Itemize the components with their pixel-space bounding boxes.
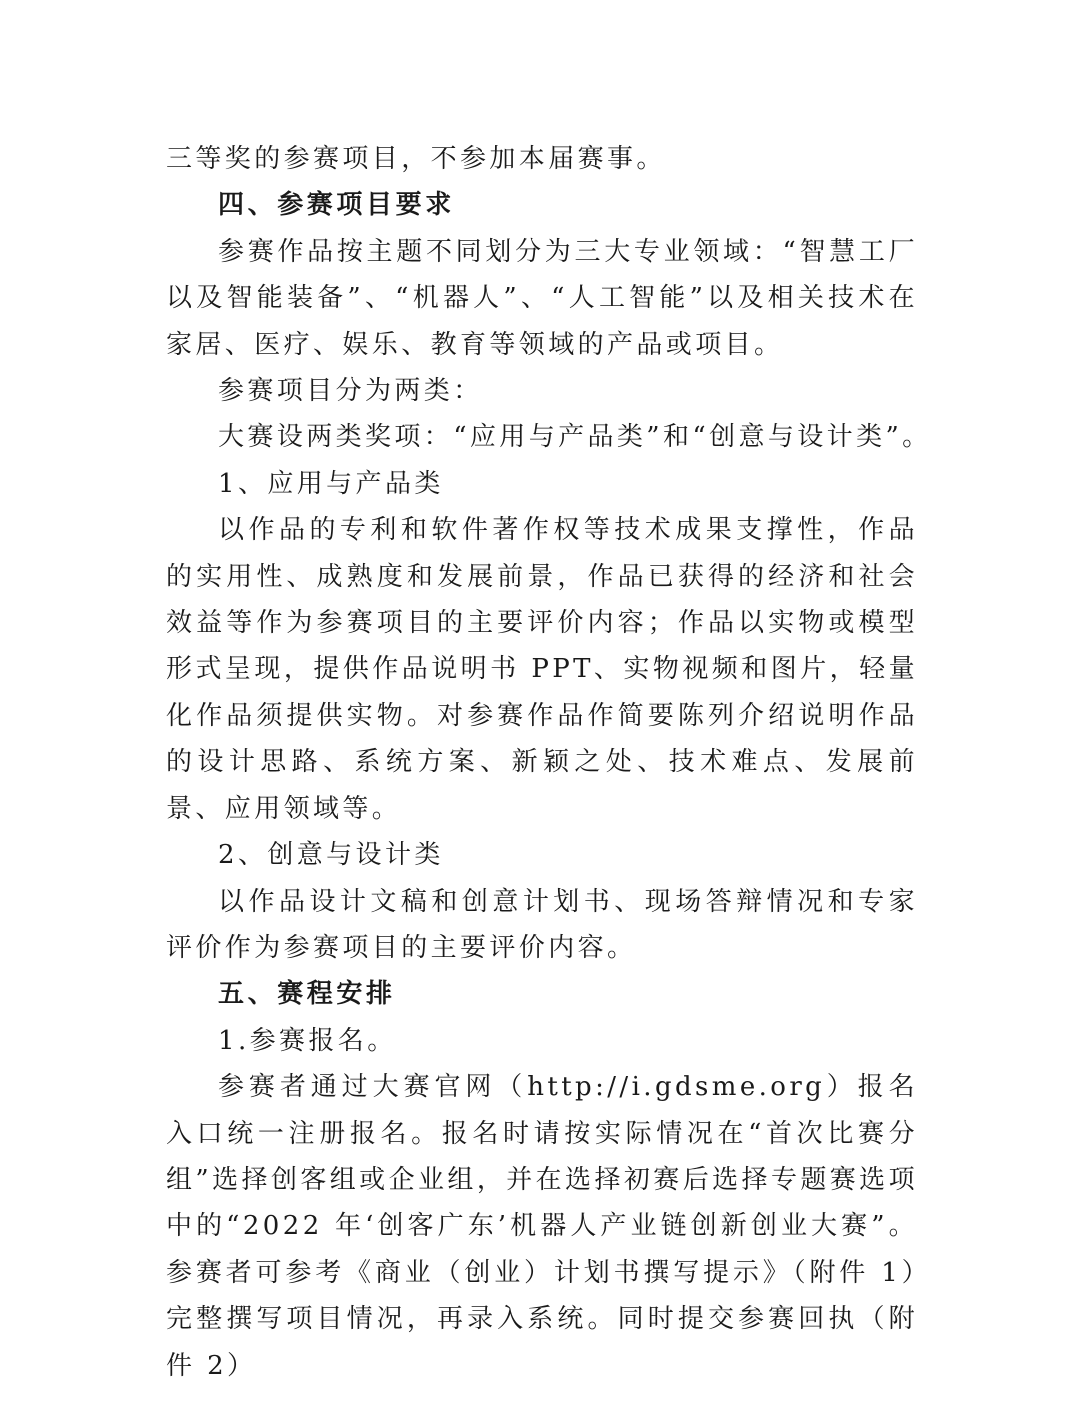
paragraph-creative-design: 以作品设计文稿和创意计划书、现场答辩情况和专家评价作为参赛项目的主要评价内容。 bbox=[166, 886, 918, 963]
section-heading-schedule: 五、赛程安排 bbox=[218, 979, 396, 1010]
document-body bbox=[166, 136, 932, 1389]
subheading-application-product: 1、应用与产品类 bbox=[218, 468, 444, 499]
paragraph-registration: 参赛者通过大赛官网（http://i.gdsme.org）报名入口统一注册报名。报名时请按实际情况在“首次比赛分组”选择创客组或企业组，并在选择初赛后选择专题赛选项中的“2022 年‘创客广东’机器人产业链创新创业大赛”。参赛者可参考《商业（创业）计划书撰写提示》（附件 1）完整撰写项目情况，再录入系统。同时提交参赛回执（附件 2） bbox=[166, 1072, 918, 1381]
subheading-creative-design: 2、创意与设计类 bbox=[218, 840, 444, 871]
paragraph-project-types: 参赛项目分为两类： bbox=[218, 376, 483, 407]
paragraph-application-product: 以作品的专利和软件著作权等技术成果支撑性，作品的实用性、成熟度和发展前景，作品已获得的经济和社会效益等作为参赛项目的主要评价内容；作品以实物或模型形式呈现，提供作品说明书 PPT、实物视频和图片，轻量化作品须提供实物。对参赛作品作简要陈列介绍说明作品的设计思路、系统方案、新颖之处、技术难点、发展前景、应用领域等。 bbox=[166, 515, 918, 824]
paragraph-continuation: 三等奖的参赛项目，不参加本届赛事。 bbox=[166, 144, 666, 174]
subheading-registration: 1.参赛报名。 bbox=[218, 1025, 397, 1056]
section-heading-requirements: 四、参赛项目要求 bbox=[218, 190, 455, 221]
paragraph-fields: 参赛作品按主题不同划分为三大专业领域：“智慧工厂以及智能装备”、“机器人”、“人工智能”以及相关技术在家居、医疗、娱乐、教育等领域的产品或项目。 bbox=[166, 236, 918, 360]
paragraph-award-types: 大赛设两类奖项：“应用与产品类”和“创意与设计类”。 bbox=[218, 422, 932, 453]
